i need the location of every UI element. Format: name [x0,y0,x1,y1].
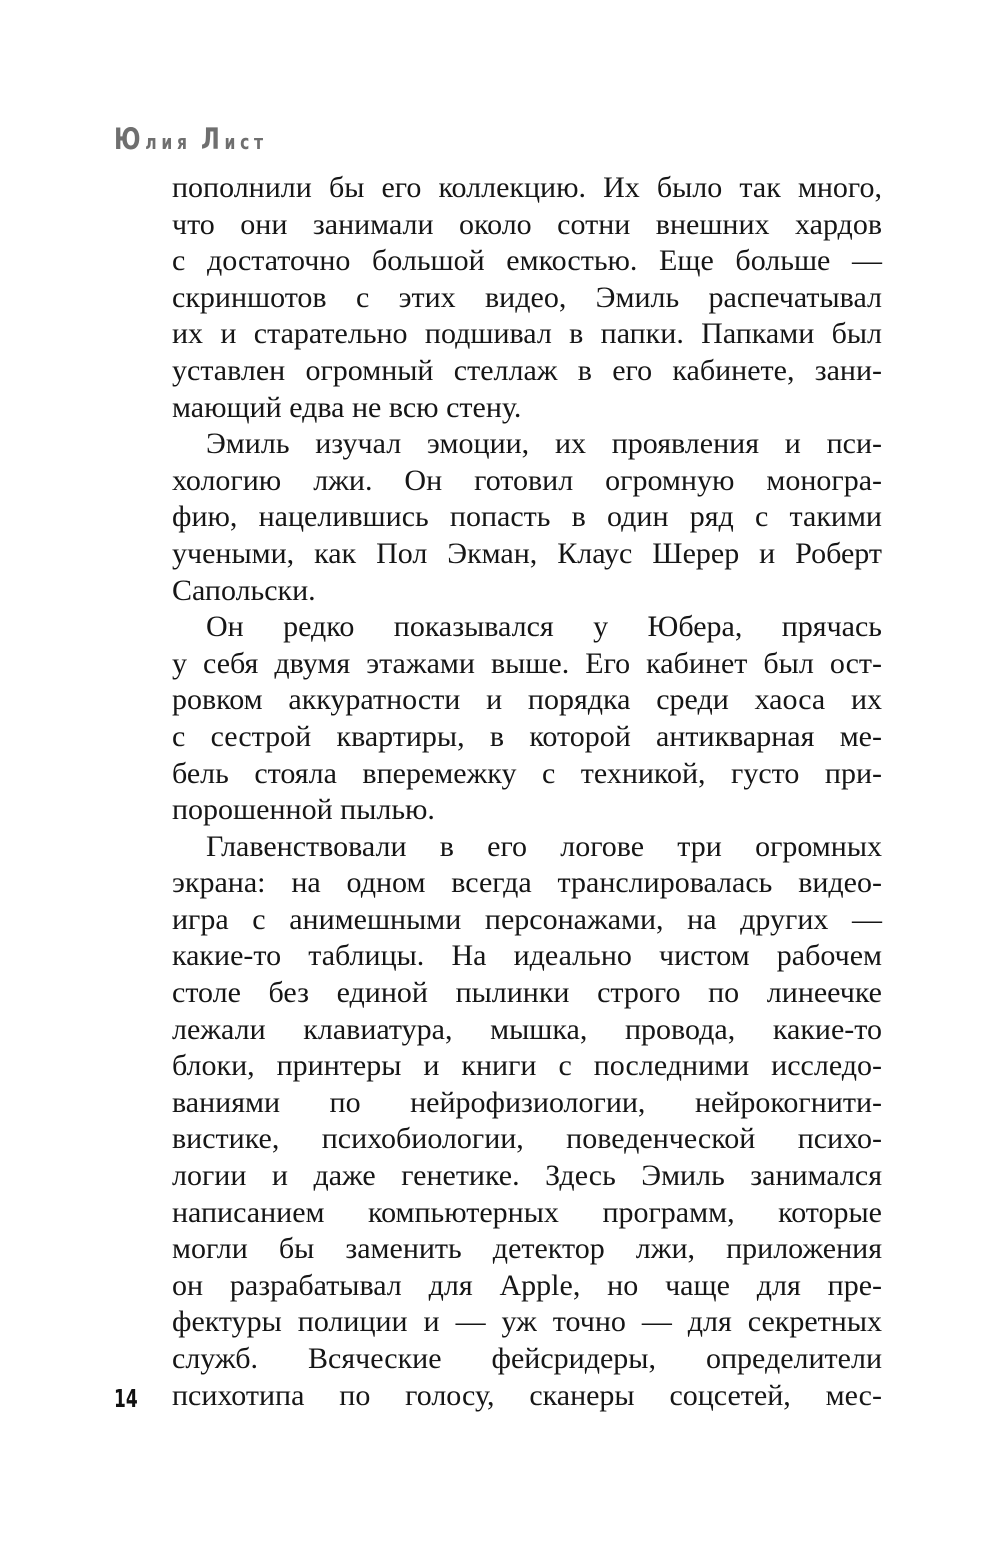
paragraph [172,426,882,609]
text-line: написанием компьютерных программ, которые [172,1195,882,1229]
text-line: с достаточно большой емкостью. Еще больше — [172,244,882,278]
text-line: что они занимали около сотни внешних хардов [172,207,882,241]
text-line: хологию лжи. Он готовил огромную моногра- [172,463,882,497]
running-header-word: Лист [201,122,268,156]
page-number: 14 [114,1384,138,1413]
text-block [172,170,882,1414]
text-line: учеными, как Пол Экман, Клаус Шерер и Роберт [172,536,882,570]
text-line: какие-то таблицы. На идеально чистом рабочем [172,939,882,973]
text-line: Он редко показывался у Юбера, прячась [206,610,882,644]
text-line: уставлен огромный стеллаж в его кабинете, зани- [172,353,882,387]
text-line: ваниями по нейрофизиологии, нейрокогнити- [172,1085,882,1119]
text-line: скриншотов с этих видео, Эмиль распечатывал [172,280,882,314]
running-header [114,122,277,159]
text-line: Эмиль изучал эмоции, их проявления и пси- [206,427,882,461]
text-line: мающий едва не всю стену. [172,390,522,424]
text-line: их и старательно подшивал в папки. Папками был [172,317,882,351]
paragraph [172,829,882,1415]
text-line: бель стояла вперемежку с техникой, густо при- [172,756,882,790]
text-line: логии и даже генетике. Здесь Эмиль занимался [172,1159,882,1193]
paragraph [172,170,882,426]
text-line: Сапольски. [172,573,316,607]
text-line: блоки, принтеры и книги с последними исследо- [172,1049,882,1083]
paragraph [172,609,882,829]
running-header-word: Юлия [114,122,192,156]
text-line: у себя двумя этажами выше. Его кабинет был ост- [172,646,882,680]
text-line: вистике, психобиологии, поведенческой психо- [172,1122,882,1156]
text-line: с сестрой квартиры, в которой антикварная ме- [172,719,882,753]
text-line: столе без единой пылинки строго по линеечке [172,976,882,1010]
text-line: лежали клавиатура, мышка, провода, какие-то [172,1012,882,1046]
text-line: служб. Всяческие фейсридеры, определители [172,1342,882,1375]
text-line: он разрабатывал для Apple, но чаще для пре- [172,1268,882,1302]
text-line: порошенной пылью. [172,793,435,827]
text-line: психотипа по голосу, сканеры соцсетей, мес- [172,1378,882,1412]
text-line: Главенствовали в его логове три огромных [206,829,882,863]
text-line: экрана: на одном всегда транслировалась видео- [172,866,882,900]
text-line: фию, нацелившись попасть в один ряд с такими [172,500,882,534]
text-line: ровком аккуратности и порядка среди хаоса их [172,683,882,717]
text-line: пополнили бы его коллекцию. Их было так много, [172,171,882,204]
text-line: могли бы заменить детектор лжи, приложения [172,1232,882,1266]
text-line: фектуры полиции и — уж точно — для секретных [172,1305,882,1339]
text-line: игра с анимешными персонажами, на других — [172,902,882,936]
